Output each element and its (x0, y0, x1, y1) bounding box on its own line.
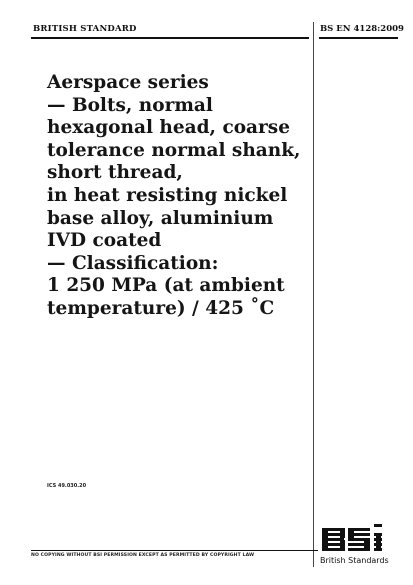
standard-type-label: BRITISH STANDARD (33, 24, 137, 34)
title-line: tolerance normal shank, (47, 139, 301, 161)
bsi-logo-icon (316, 522, 396, 554)
title-line: Aerspace series (47, 72, 209, 93)
title-line: temperature) / 425 ˚C (47, 297, 275, 319)
title-line: base alloy, aluminium (47, 207, 274, 229)
title-line: in heat resisting nickel (47, 184, 288, 206)
title-line: 1 250 MPa (at ambient (47, 275, 285, 297)
title-line: IVD coated (47, 230, 162, 252)
header-rule-left (31, 37, 309, 39)
title-line: short thread, (47, 162, 183, 184)
title-line: — Bolts, normal (47, 94, 213, 116)
copyright-notice: NO COPYING WITHOUT BSI PERMISSION EXCEPT AS PERMITTED BY COPYRIGHT LAW (31, 553, 255, 558)
bsi-logo-text: British Standards (320, 556, 389, 565)
footer-rule (31, 550, 318, 551)
document-title (47, 72, 315, 321)
standard-number: BS EN 4128:2009 (320, 24, 404, 34)
title-line: — Classification: (47, 252, 219, 274)
title-line: hexagonal head, coarse (47, 117, 290, 139)
header-rule-right (319, 37, 398, 39)
ics-code: ICS 49.030.20 (47, 483, 87, 489)
